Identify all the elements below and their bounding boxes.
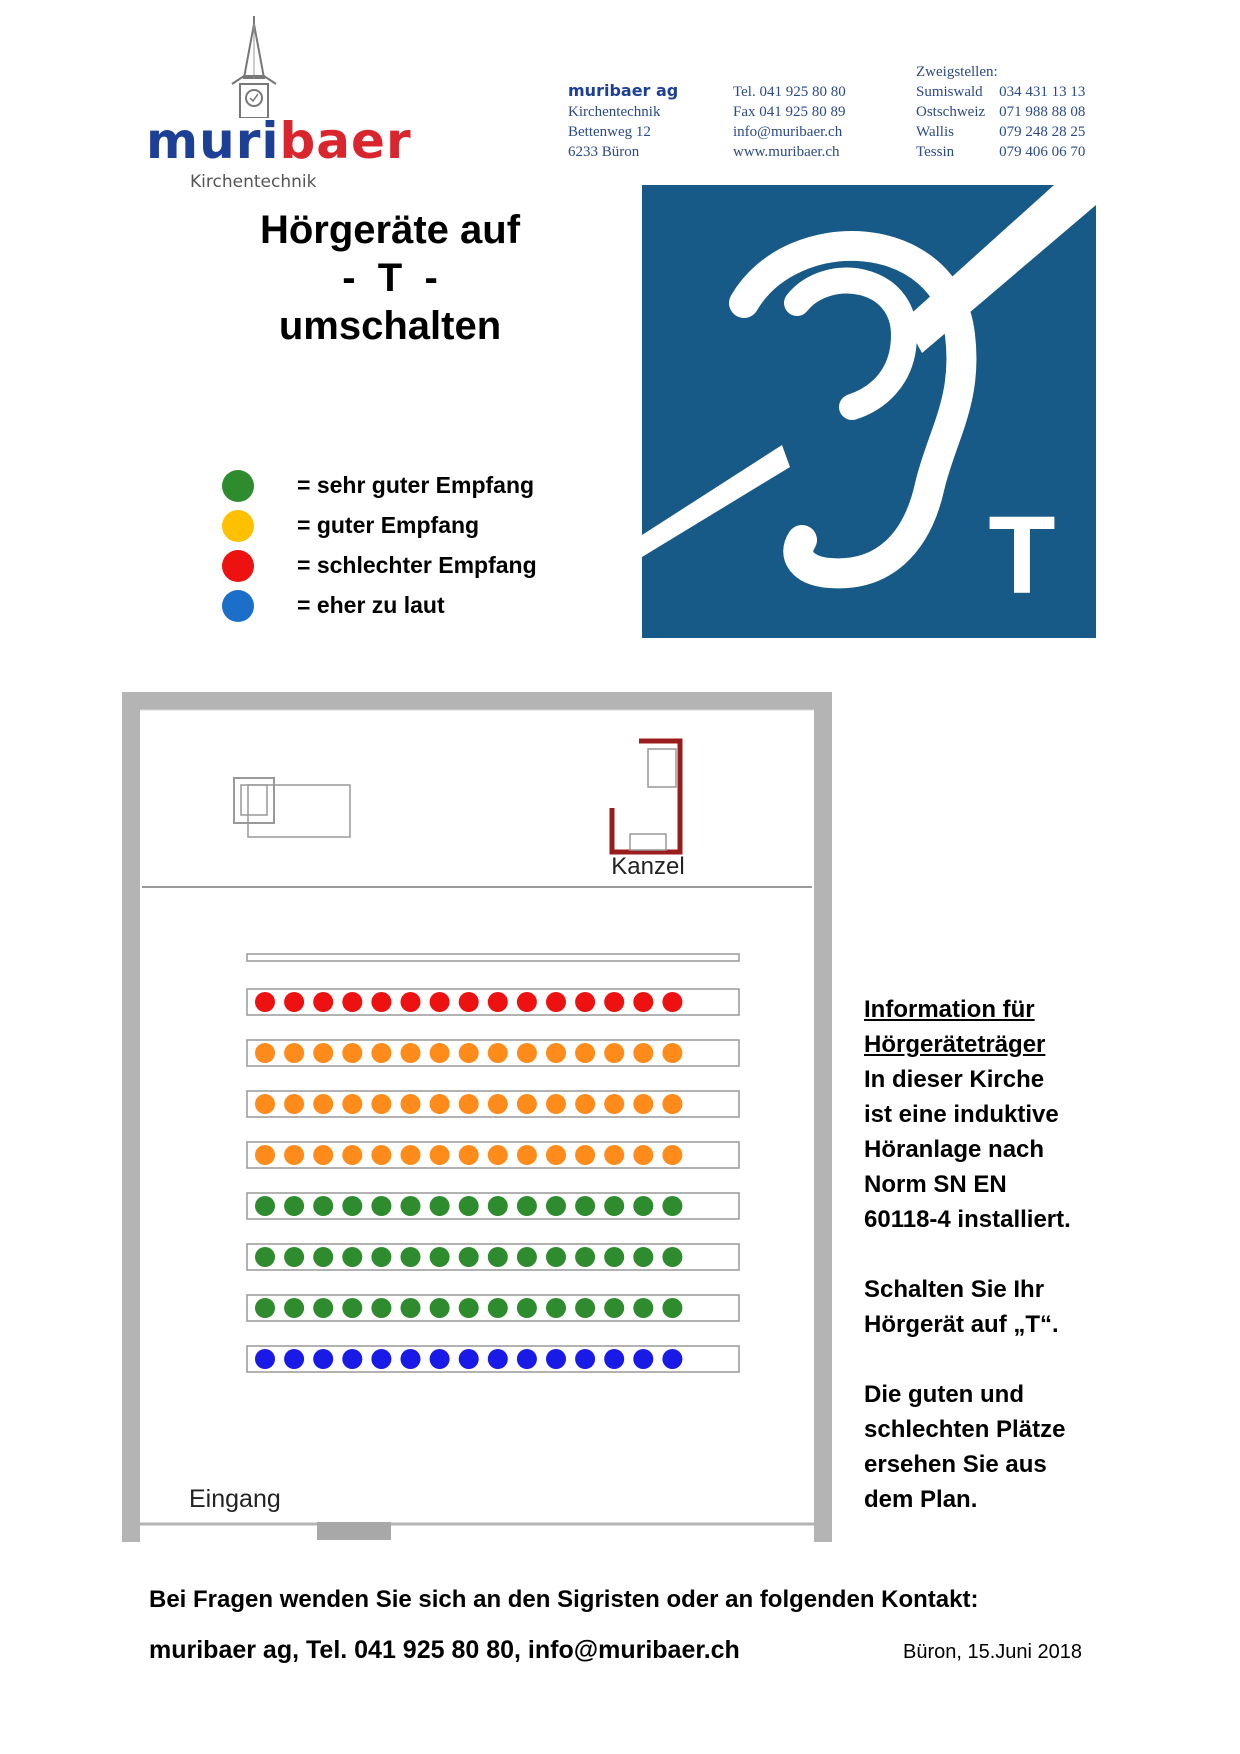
seat — [430, 1247, 450, 1267]
wall-top — [122, 692, 832, 710]
branch-phone: 079 248 28 25 — [999, 124, 1086, 140]
seat — [517, 1196, 537, 1216]
info-text: dem Plan. — [864, 1486, 978, 1513]
seat — [604, 992, 624, 1012]
legend-label: = guter Empfang — [297, 512, 480, 538]
branch-name: Wallis — [916, 124, 954, 140]
seat — [459, 1349, 479, 1369]
company-line: 6233 Büron — [568, 144, 640, 160]
seat — [575, 1298, 595, 1318]
info-text: schlechten Plätze — [864, 1416, 1066, 1443]
seat — [401, 1196, 421, 1216]
seat — [313, 1298, 333, 1318]
seat — [604, 1247, 624, 1267]
legend-dot — [222, 510, 254, 542]
seat — [401, 1349, 421, 1369]
branch-name: Ostschweiz — [916, 104, 986, 120]
seat — [662, 1298, 682, 1318]
title-line: umschalten — [278, 304, 502, 348]
seat — [662, 1349, 682, 1369]
pulpit-label: Kanzel — [611, 853, 685, 880]
seat — [459, 1247, 479, 1267]
seat — [575, 1196, 595, 1216]
legend-label: = schlechter Empfang — [297, 552, 537, 578]
seat — [633, 1247, 653, 1267]
seat — [430, 1196, 450, 1216]
hearing-aid-info — [864, 992, 1124, 1552]
seat — [284, 1145, 304, 1165]
company-name: muribaer ag — [568, 81, 679, 100]
seat — [546, 1094, 566, 1114]
seat — [342, 1349, 362, 1369]
seat — [575, 992, 595, 1012]
seat — [371, 1094, 391, 1114]
seat — [430, 992, 450, 1012]
seat — [430, 1145, 450, 1165]
company-contact — [733, 82, 846, 162]
seat — [488, 992, 508, 1012]
seat — [401, 1247, 421, 1267]
entrance-door — [317, 1522, 391, 1540]
seat — [255, 1145, 275, 1165]
sign-letter: T — [988, 494, 1056, 617]
altar-table — [248, 785, 350, 837]
seat — [255, 1247, 275, 1267]
seat — [459, 1043, 479, 1063]
seat — [284, 992, 304, 1012]
seat — [255, 1043, 275, 1063]
hearing-loop-ear-icon — [642, 185, 1096, 638]
seat — [546, 1043, 566, 1063]
seat — [517, 1349, 537, 1369]
contact-fax: Fax 041 925 80 89 — [733, 104, 846, 120]
pulpit-inner — [648, 749, 676, 787]
branch-phone: 079 406 06 70 — [999, 144, 1086, 160]
legend-dot — [222, 550, 254, 582]
seat — [255, 992, 275, 1012]
seat — [517, 1247, 537, 1267]
company-line: Bettenweg 12 — [568, 124, 651, 140]
seat — [430, 1349, 450, 1369]
seat — [401, 992, 421, 1012]
seat — [313, 1247, 333, 1267]
info-text: Schalten Sie Ihr — [864, 1276, 1045, 1303]
seat — [633, 1043, 653, 1063]
info-text: ersehen Sie aus — [864, 1451, 1047, 1478]
muribaer-logo — [146, 16, 412, 192]
seat — [575, 1043, 595, 1063]
seat — [342, 992, 362, 1012]
pews — [247, 989, 739, 1372]
seat — [342, 1298, 362, 1318]
company-line: Kirchentechnik — [568, 104, 661, 120]
seat — [255, 1196, 275, 1216]
company-address — [568, 80, 678, 162]
seat — [662, 1043, 682, 1063]
seat — [401, 1145, 421, 1165]
seat — [313, 1196, 333, 1216]
seat — [633, 1196, 653, 1216]
entrance-label: Eingang — [189, 1485, 281, 1513]
info-text: Hörgerät auf „T“. — [864, 1311, 1059, 1338]
seat — [313, 1145, 333, 1165]
seat — [633, 1298, 653, 1318]
seat — [546, 992, 566, 1012]
pulpit-step — [630, 834, 666, 850]
church-tower-icon — [226, 16, 282, 118]
branch-row — [916, 102, 1085, 122]
front-rail — [247, 954, 739, 961]
seat — [633, 992, 653, 1012]
seat — [604, 1043, 624, 1063]
seat — [371, 1349, 391, 1369]
seat — [517, 1043, 537, 1063]
seat — [284, 1196, 304, 1216]
branch-phone: 034 431 13 13 — [999, 84, 1086, 100]
seat — [517, 1094, 537, 1114]
wall-right — [814, 692, 832, 1542]
seat — [459, 992, 479, 1012]
seat — [371, 1247, 391, 1267]
seat — [284, 1349, 304, 1369]
seat — [342, 1247, 362, 1267]
info-heading: Information für — [864, 996, 1035, 1023]
seat — [371, 1145, 391, 1165]
info-text: 60118-4 installiert. — [864, 1206, 1071, 1233]
seat — [255, 1349, 275, 1369]
seat — [255, 1094, 275, 1114]
seat — [575, 1145, 595, 1165]
seat — [459, 1298, 479, 1318]
seat — [313, 1043, 333, 1063]
seat — [517, 1145, 537, 1165]
info-heading: Hörgeräteträger — [864, 1031, 1046, 1058]
seat — [430, 1043, 450, 1063]
seat — [488, 1043, 508, 1063]
seat — [662, 992, 682, 1012]
seat — [488, 1298, 508, 1318]
branch-row — [916, 142, 1085, 162]
branch-phone: 071 988 88 08 — [999, 104, 1086, 120]
seat — [342, 1094, 362, 1114]
seat — [575, 1349, 595, 1369]
seat — [284, 1298, 304, 1318]
seat — [546, 1298, 566, 1318]
branch-name: Sumiswald — [916, 84, 983, 100]
seat — [488, 1094, 508, 1114]
logo-wordmark: muribaer — [146, 112, 412, 170]
legend-dot — [222, 590, 254, 622]
seat — [342, 1043, 362, 1063]
seat — [575, 1094, 595, 1114]
seat — [371, 1196, 391, 1216]
seat — [604, 1094, 624, 1114]
seat — [662, 1247, 682, 1267]
seat — [401, 1298, 421, 1318]
seat — [633, 1094, 653, 1114]
legend-label: = eher zu laut — [297, 592, 445, 618]
seat — [662, 1196, 682, 1216]
seat — [633, 1349, 653, 1369]
branches-heading: Zweigstellen: — [916, 64, 998, 80]
church-floor-plan — [122, 692, 832, 1542]
seat — [284, 1094, 304, 1114]
seat — [662, 1145, 682, 1165]
info-text: In dieser Kirche — [864, 1066, 1045, 1093]
branches-table — [916, 82, 1085, 162]
wall-left — [122, 692, 140, 1542]
seat — [604, 1196, 624, 1216]
seat — [633, 1145, 653, 1165]
contact-phone: Tel. 041 925 80 80 — [733, 84, 846, 100]
seat — [430, 1094, 450, 1114]
seat — [488, 1349, 508, 1369]
seat — [459, 1145, 479, 1165]
info-text: Die guten und — [864, 1381, 1024, 1408]
seat — [604, 1349, 624, 1369]
info-text: Norm SN EN — [864, 1171, 1007, 1198]
seat — [575, 1247, 595, 1267]
info-text: Höranlage nach — [864, 1136, 1045, 1163]
footer-question-text: Bei Fragen wenden Sie sich an den Sigristen oder an folgenden Kontakt: — [149, 1586, 979, 1613]
seat — [517, 1298, 537, 1318]
seat — [546, 1196, 566, 1216]
seat — [662, 1094, 682, 1114]
branches — [916, 62, 1085, 162]
document-date: Büron, 15.Juni 2018 — [903, 1641, 1083, 1663]
legend-dot — [222, 470, 254, 502]
seat — [517, 992, 537, 1012]
seat — [342, 1196, 362, 1216]
seat — [401, 1094, 421, 1114]
seat — [313, 1349, 333, 1369]
branch-row — [916, 82, 1085, 102]
seat — [313, 992, 333, 1012]
title-line: - T - — [342, 256, 438, 300]
seat — [459, 1196, 479, 1216]
altar-inner — [241, 785, 267, 815]
logo-subtitle: Kirchentechnik — [190, 172, 317, 192]
seat — [313, 1094, 333, 1114]
contact-website: www.muribaer.ch — [733, 144, 840, 160]
footer-contact-text: muribaer ag, Tel. 041 925 80 80, info@muribaer.ch — [149, 1636, 740, 1664]
branch-row — [916, 122, 1085, 142]
seat — [459, 1094, 479, 1114]
seat — [604, 1145, 624, 1165]
seat — [255, 1298, 275, 1318]
seat — [546, 1349, 566, 1369]
seat — [488, 1196, 508, 1216]
seat — [546, 1145, 566, 1165]
title-line: Hörgeräte auf — [259, 208, 521, 252]
seat — [488, 1247, 508, 1267]
contact-email: info@muribaer.ch — [733, 124, 843, 140]
seat — [604, 1298, 624, 1318]
page-title — [220, 206, 560, 350]
seat — [284, 1247, 304, 1267]
seat — [430, 1298, 450, 1318]
seat — [546, 1247, 566, 1267]
seat — [342, 1145, 362, 1165]
seat — [371, 1298, 391, 1318]
seat — [371, 1043, 391, 1063]
info-text: ist eine induktive — [864, 1101, 1059, 1128]
branch-name: Tessin — [916, 144, 955, 160]
seat — [371, 992, 391, 1012]
legend-label: = sehr guter Empfang — [297, 472, 535, 498]
seat — [488, 1145, 508, 1165]
seat — [401, 1043, 421, 1063]
seat — [284, 1043, 304, 1063]
